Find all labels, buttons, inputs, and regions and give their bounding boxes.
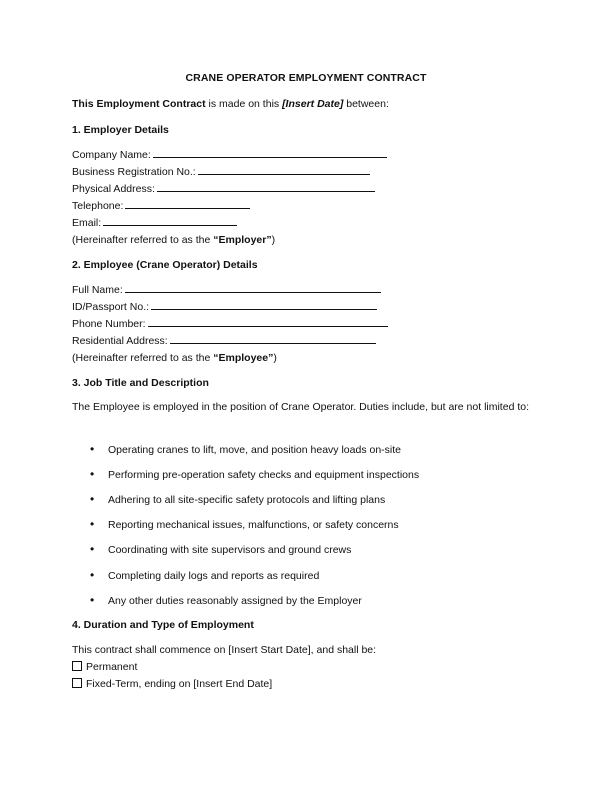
- option-permanent-row: [72, 660, 137, 674]
- employer-address-field[interactable]: [157, 182, 375, 192]
- email-field[interactable]: [103, 216, 237, 226]
- duty-item: • Any other duties reasonably assigned by the Employer: [90, 593, 362, 607]
- registration-row: [72, 165, 370, 179]
- duty-text: Adhering to all site-specific safety protocols and lifting plans: [108, 494, 386, 506]
- employer-referred-suffix: ): [271, 234, 276, 246]
- phone-field[interactable]: [148, 317, 388, 327]
- telephone-label: Telephone:: [72, 200, 124, 212]
- phone-label: Phone Number:: [72, 318, 146, 330]
- job-paragraph: The Employee is employed in the position of Crane Operator. Duties include, but are not limited to:: [72, 401, 529, 413]
- duty-item: • Completing daily logs and reports as required: [90, 568, 320, 582]
- full-name-row: [72, 283, 381, 297]
- intro-end: between:: [343, 98, 389, 110]
- duty-text: Performing pre-operation safety checks and equipment inspections: [108, 469, 420, 481]
- duty-item: • Operating cranes to lift, move, and position heavy loads on-site: [90, 442, 401, 456]
- id-field[interactable]: [151, 300, 377, 310]
- duty-item: • Coordinating with site supervisors and ground crews: [90, 542, 352, 556]
- duty-item: • Performing pre-operation safety checks and equipment inspections: [90, 467, 420, 481]
- employer-address-label: Physical Address:: [72, 183, 155, 195]
- intro-line: [72, 97, 389, 111]
- document-title: CRANE OPERATOR EMPLOYMENT CONTRACT: [185, 72, 427, 84]
- option-fixed-label: Fixed-Term, ending on [Insert End Date]: [86, 678, 273, 690]
- employee-referred: [72, 351, 277, 365]
- company-name-label: Company Name:: [72, 149, 151, 161]
- employee-referred-prefix: (Hereinafter referred to as the: [72, 352, 214, 364]
- full-name-label: Full Name:: [72, 284, 123, 296]
- option-fixed-row: [72, 677, 272, 691]
- employer-referred-prefix: (Hereinafter referred to as the: [72, 234, 214, 246]
- fixed-term-checkbox[interactable]: [72, 678, 82, 688]
- duty-text: Any other duties reasonably assigned by the Employer: [108, 595, 362, 607]
- employee-address-label: Residential Address:: [72, 335, 168, 347]
- permanent-checkbox[interactable]: [72, 661, 82, 671]
- employer-heading: 1. Employer Details: [72, 124, 169, 136]
- telephone-row: [72, 199, 250, 213]
- employee-referred-suffix: ): [273, 352, 277, 364]
- company-name-row: [72, 148, 387, 162]
- duration-heading: 4. Duration and Type of Employment: [72, 619, 254, 631]
- full-name-field[interactable]: [125, 283, 381, 293]
- employer-referred-term: “Employer”: [213, 234, 272, 246]
- employee-referred-term: “Employee”: [213, 352, 274, 364]
- employee-heading: 2. Employee (Crane Operator) Details: [72, 259, 258, 271]
- registration-label: Business Registration No.:: [72, 166, 196, 178]
- intro-middle: is made on this: [205, 98, 283, 110]
- registration-field[interactable]: [198, 165, 370, 175]
- duty-item: • Reporting mechanical issues, malfunctions, or safety concerns: [90, 517, 399, 531]
- duty-text: Operating cranes to lift, move, and position heavy loads on-site: [108, 444, 401, 456]
- employee-address-field[interactable]: [170, 334, 376, 344]
- id-row: [72, 300, 377, 314]
- email-row: [72, 216, 237, 230]
- employer-referred: [72, 233, 275, 247]
- duty-text: Completing daily logs and reports as required: [108, 570, 320, 582]
- option-permanent-label: Permanent: [86, 661, 138, 673]
- telephone-field[interactable]: [125, 199, 250, 209]
- phone-row: [72, 317, 388, 331]
- intro-date-placeholder: [Insert Date]: [282, 98, 344, 110]
- duty-text: Reporting mechanical issues, malfunctions, or safety concerns: [108, 519, 399, 531]
- employee-address-row: [72, 334, 376, 348]
- email-label: Email:: [72, 217, 102, 229]
- commence-text: This contract shall commence on [Insert Start Date], and shall be:: [72, 644, 377, 656]
- employer-address-row: [72, 182, 375, 196]
- duty-text: Coordinating with site supervisors and ground crews: [108, 544, 352, 556]
- intro-bold-lead: This Employment Contract: [72, 98, 206, 110]
- duty-item: • Adhering to all site-specific safety protocols and lifting plans: [90, 492, 386, 506]
- company-name-field[interactable]: [153, 148, 387, 158]
- id-label: ID/Passport No.:: [72, 301, 150, 313]
- job-heading: 3. Job Title and Description: [72, 377, 209, 389]
